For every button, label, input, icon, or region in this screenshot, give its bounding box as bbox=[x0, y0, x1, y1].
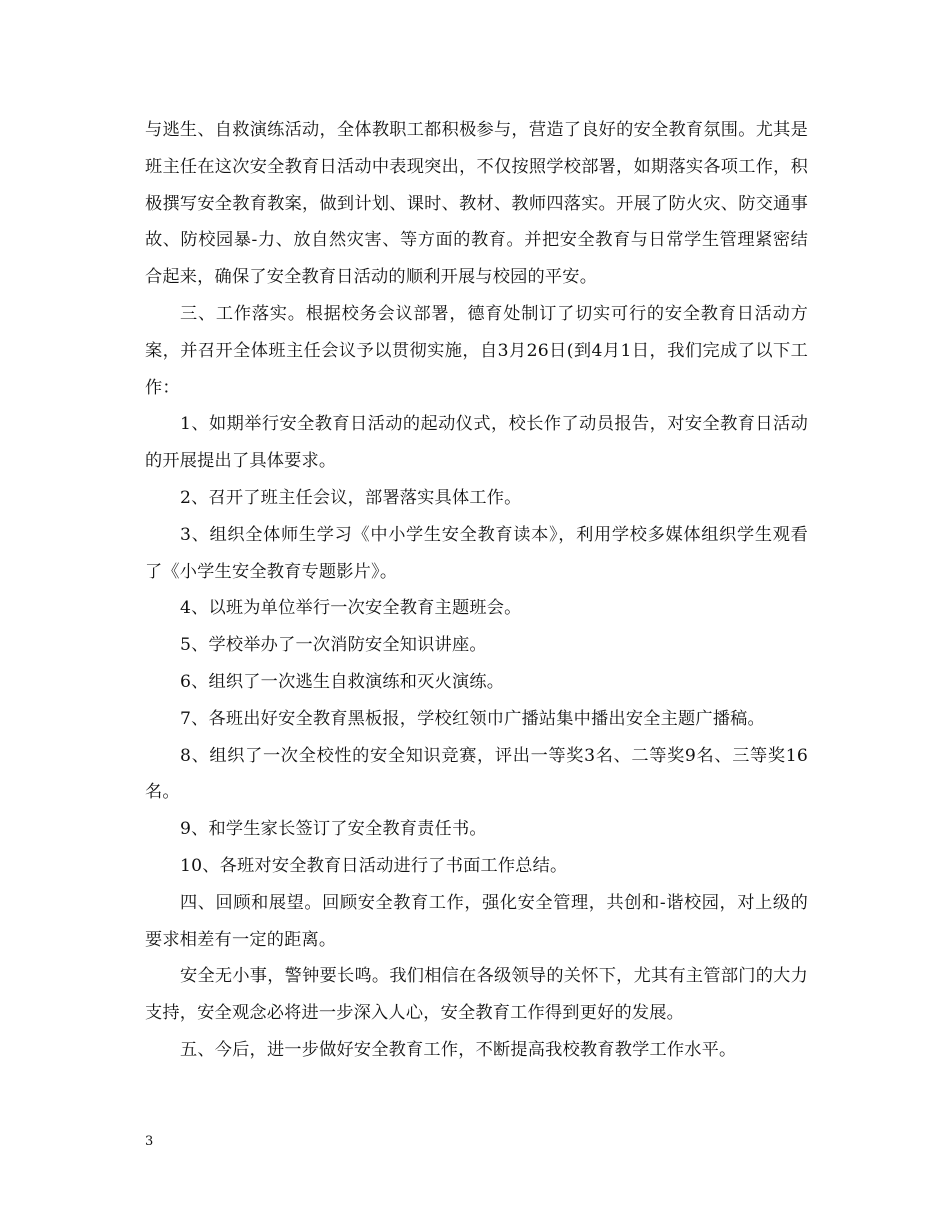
page-number: 3 bbox=[145, 1134, 154, 1149]
document-body bbox=[145, 112, 808, 1069]
list-item: 9、和学生家长签订了安全教育责任书。 bbox=[180, 819, 487, 840]
list-item: 1、如期举行安全教育日活动的起动仪式，校长作了动员报告，对安全教育日活动的开展提出了具体要求。 bbox=[145, 414, 808, 472]
paragraph: 四、回顾和展望。回顾安全教育工作，强化安全管理，共创和-谐校园，对上级的要求相差有一定的距离。 bbox=[145, 892, 808, 950]
list-item: 3、组织全体师生学习《中小学生安全教育读本》，利用学校多媒体组织学生观看了《小学生安全教育专题影片》。 bbox=[145, 524, 808, 582]
list-item: 5、学校举办了一次消防安全知识讲座。 bbox=[180, 635, 487, 656]
list-item: 4、以班为单位举行一次安全教育主题班会。 bbox=[180, 598, 522, 619]
list-item: 8、组织了一次全校性的安全知识竞赛，评出一等奖3名、二等奖9名、三等奖16名。 bbox=[145, 745, 808, 803]
paragraph: 三、工作落实。根据校务会议部署，德育处制订了切实可行的安全教育日活动方案，并召开全体班主任会议予以贯彻实施，自3月26日(到4月1日，我们完成了以下工作： bbox=[145, 303, 808, 398]
list-item: 10、各班对安全教育日活动进行了书面工作总结。 bbox=[180, 855, 568, 876]
list-item: 2、召开了班主任会议，部署落实具体工作。 bbox=[180, 487, 522, 508]
list-item: 7、各班出好安全教育黑板报，学校红领巾广播站集中播出安全主题广播稿。 bbox=[180, 708, 765, 729]
paragraph: 五、今后，进一步做好安全教育工作，不断提高我校教育教学工作水平。 bbox=[180, 1039, 737, 1060]
list-item: 6、组织了一次逃生自救演练和灭火演练。 bbox=[180, 671, 505, 692]
paragraph: 与逃生、自救演练活动，全体教职工都积极参与，营造了良好的安全教育氛围。尤其是班主任在这次安全教育日活动中表现突出，不仅按照学校部署，如期落实各项工作，积极撰写安全教育教案，做到计划、课时、教材、教师四落实。开展了防火灾、防交通事故、防校园暴-力、放自然灾害、等方面的教育。并把安全教育与日常学生管理紧密结合起来，确保了安全教育日活动的顺利开展与校园的平安。 bbox=[145, 120, 808, 288]
paragraph: 安全无小事，警钟要长鸣。我们相信在各级领导的关怀下，尤其有主管部门的大力支持，安全观念必将进一步深入人心，安全教育工作得到更好的发展。 bbox=[145, 966, 808, 1024]
